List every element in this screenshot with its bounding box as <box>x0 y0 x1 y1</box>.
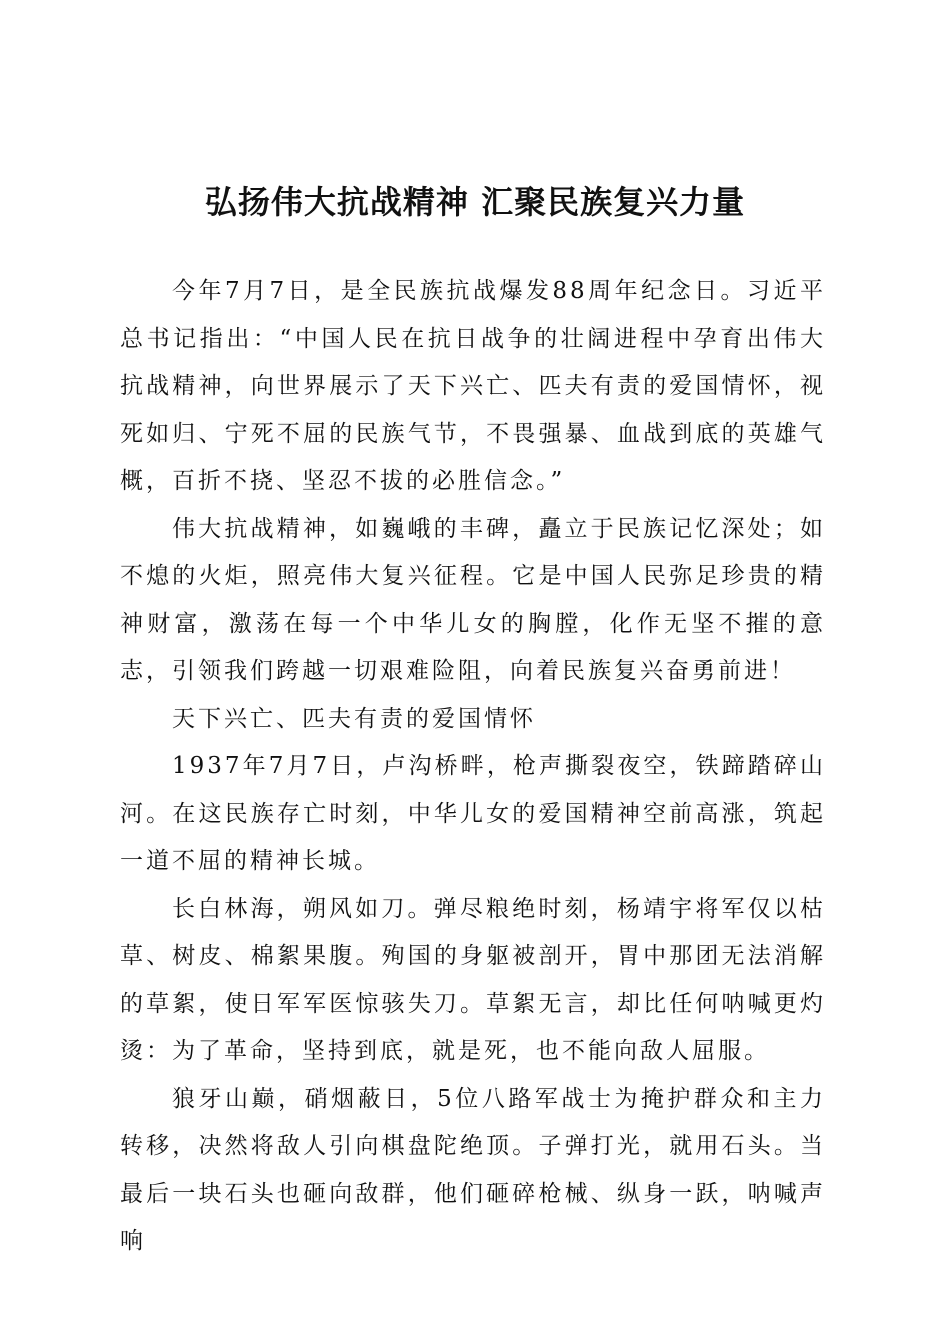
paragraph-langya-mountain: 狼牙山巅，硝烟蔽日，5位八路军战士为掩护群众和主力转移，决然将敌人引向棋盘陀绝顶。子弹打光，就用石头。当最后一块石头也砸向敌群，他们砸碎枪械、纵身一跃，呐喊声响 <box>120 1085 826 1254</box>
paragraph-yang-jingyu: 长白林海，朔风如刀。弹尽粮绝时刻，杨靖宇将军仅以枯草、树皮、棉絮果腹。殉国的身躯被剖开，胃中那团无法消解的草絮，使日军军医惊骇失刀。草絮无言，却比任何呐喊更灼烫：为了革命，坚持到底，就是死，也不能向敌人屈服。 <box>120 895 826 1064</box>
section-heading-patriotism: 天下兴亡、匹夫有责的爱国情怀 <box>172 705 536 732</box>
document-body <box>120 268 826 1266</box>
paragraph-lugou-bridge: 1937年7月7日，卢沟桥畔，枪声撕裂夜空，铁蹄踏碎山河。在这民族存亡时刻，中华儿女的爱国精神空前高涨，筑起一道不屈的精神长城。 <box>120 753 826 874</box>
document-title: 弘扬伟大抗战精神 汇聚民族复兴力量 <box>204 183 746 221</box>
paragraph-anniversary: 今年7月7日，是全民族抗战爆发88周年纪念日。习近平总书记指出：“中国人民在抗日战争的壮阔进程中孕育出伟大抗战精神，向世界展示了天下兴亡、匹夫有责的爱国情怀，视死如归、宁死不屈的民族气节，不畏强暴、血战到底的英雄气概，百折不挠、坚忍不拔的必胜信念。” <box>120 278 826 494</box>
paragraph-spirit: 伟大抗战精神，如巍峨的丰碑，矗立于民族记忆深处；如不熄的火炬，照亮伟大复兴征程。它是中国人民弥足珍贵的精神财富，激荡在每一个中华儿女的胸膛，化作无坚不摧的意志，引领我们跨越一切艰难险阻，向着民族复兴奋勇前进！ <box>120 515 826 684</box>
